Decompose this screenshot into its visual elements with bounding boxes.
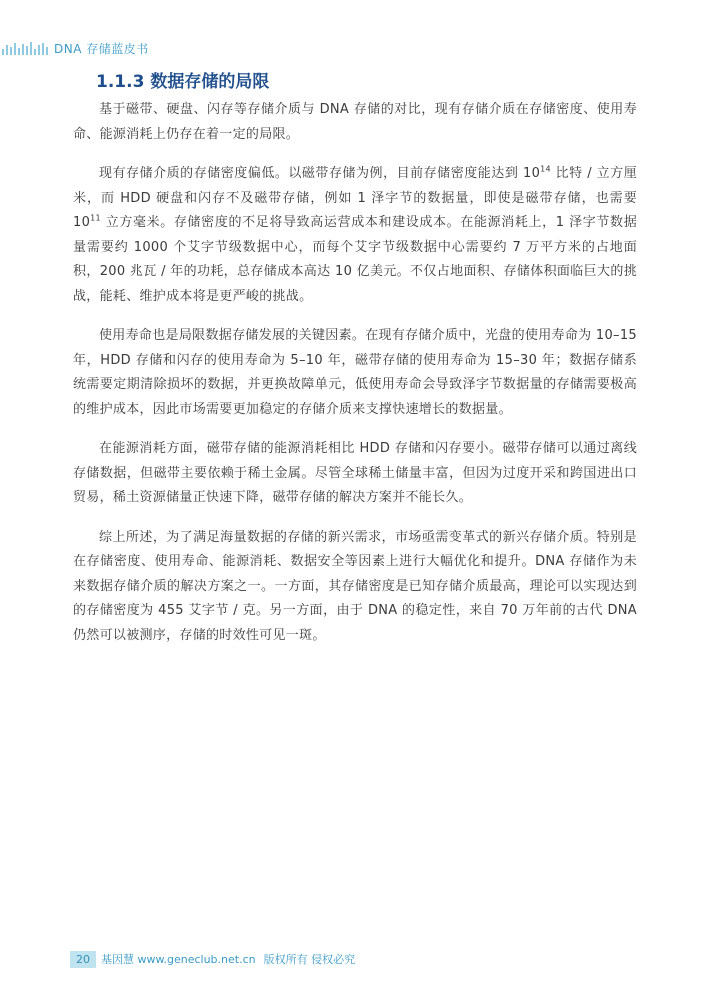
paragraph: 现有存储介质的存储密度偏低。以磁带存储为例，目前存储密度能达到 $10^{14}$ 比特 / 立方厘米，而 HDD 硬盘和闪存不及磁带存储，例如 1 泽字节的数据量，即使是磁带存储，也需要 $10^{11}$ 立方毫米。存储密度的不足将导致高运营成本和建设成本。在能源消耗上，1 泽字节数据量需要约 1000 个艾字节级数据中心，而每个艾字节级数据中心需要约 7 万平方米的占地面积，200 兆瓦 / 年的功耗，总存储成本高达 10 亿美元。不仅占地面积、存储体积面临巨大的挑战，能耗、维护成本将是更严峻的挑战。 — [73, 164, 638, 304]
header-bars-icon — [2, 41, 48, 55]
superscript: 11 — [90, 213, 101, 223]
body-text — [73, 98, 637, 663]
paragraph: 在能源消耗方面，磁带存储的能源消耗相比 HDD 存储和闪存要小。磁带存储可以通过离线存储数据，但磁带主要依赖于稀土金属。尽管全球稀土储量丰富，但因为过度开采和跨国进出口贸易，稀土资源储量正快速下降，磁带存储的解决方案并不能长久。 — [73, 441, 637, 505]
page-footer — [70, 950, 355, 968]
page-number: 20 — [70, 951, 96, 968]
footer-rights: 版权所有 侵权必究 — [263, 953, 356, 966]
paragraph: 基于磁带、硬盘、闪存等存储介质与 DNA 存储的对比，现有存储介质在存储密度、使用寿命、能源消耗上仍存在着一定的局限。 — [73, 102, 637, 142]
paragraph: 综上所述，为了满足海量数据的存储的新兴需求，市场亟需变革式的新兴存储介质。特别是在存储密度、使用寿命、能源消耗、数据安全等因素上进行大幅优化和提升。DNA 存储作为未来数据存储介质的解决方案之一。一方面，其存储密度是已知存储介质最高，理论可以实现达到的存储密度为 455 艾字节 / 克。另一方面，由于 DNA 的稳定性，来自 70 万年前的古代 DNA 仍然可以被测序，存储的时效性可见一斑。 — [73, 529, 637, 643]
section-title: 1.1.3 数据存储的局限 — [96, 72, 270, 92]
superscript: 14 — [540, 164, 551, 174]
running-header — [0, 38, 149, 58]
header-title: DNA 存储蓝皮书 — [54, 41, 149, 56]
paragraph: 使用寿命也是局限数据存储发展的关键因素。在现有存储介质中，光盘的使用寿命为 10–15 年，HDD 存储和闪存的使用寿命为 5–10 年，磁带存储的使用寿命为 15–30 年；数据存储系统需要定期清除损坏的数据，并更换故障单元，低使用寿命会导致泽字节数据量的存储需要极高的维护成本，因此市场需要更加稳定的存储介质来支撑快速增长的数据量。 — [73, 328, 637, 417]
footer-site-link[interactable]: 基因慧 www.geneclub.net.cn — [101, 953, 256, 966]
